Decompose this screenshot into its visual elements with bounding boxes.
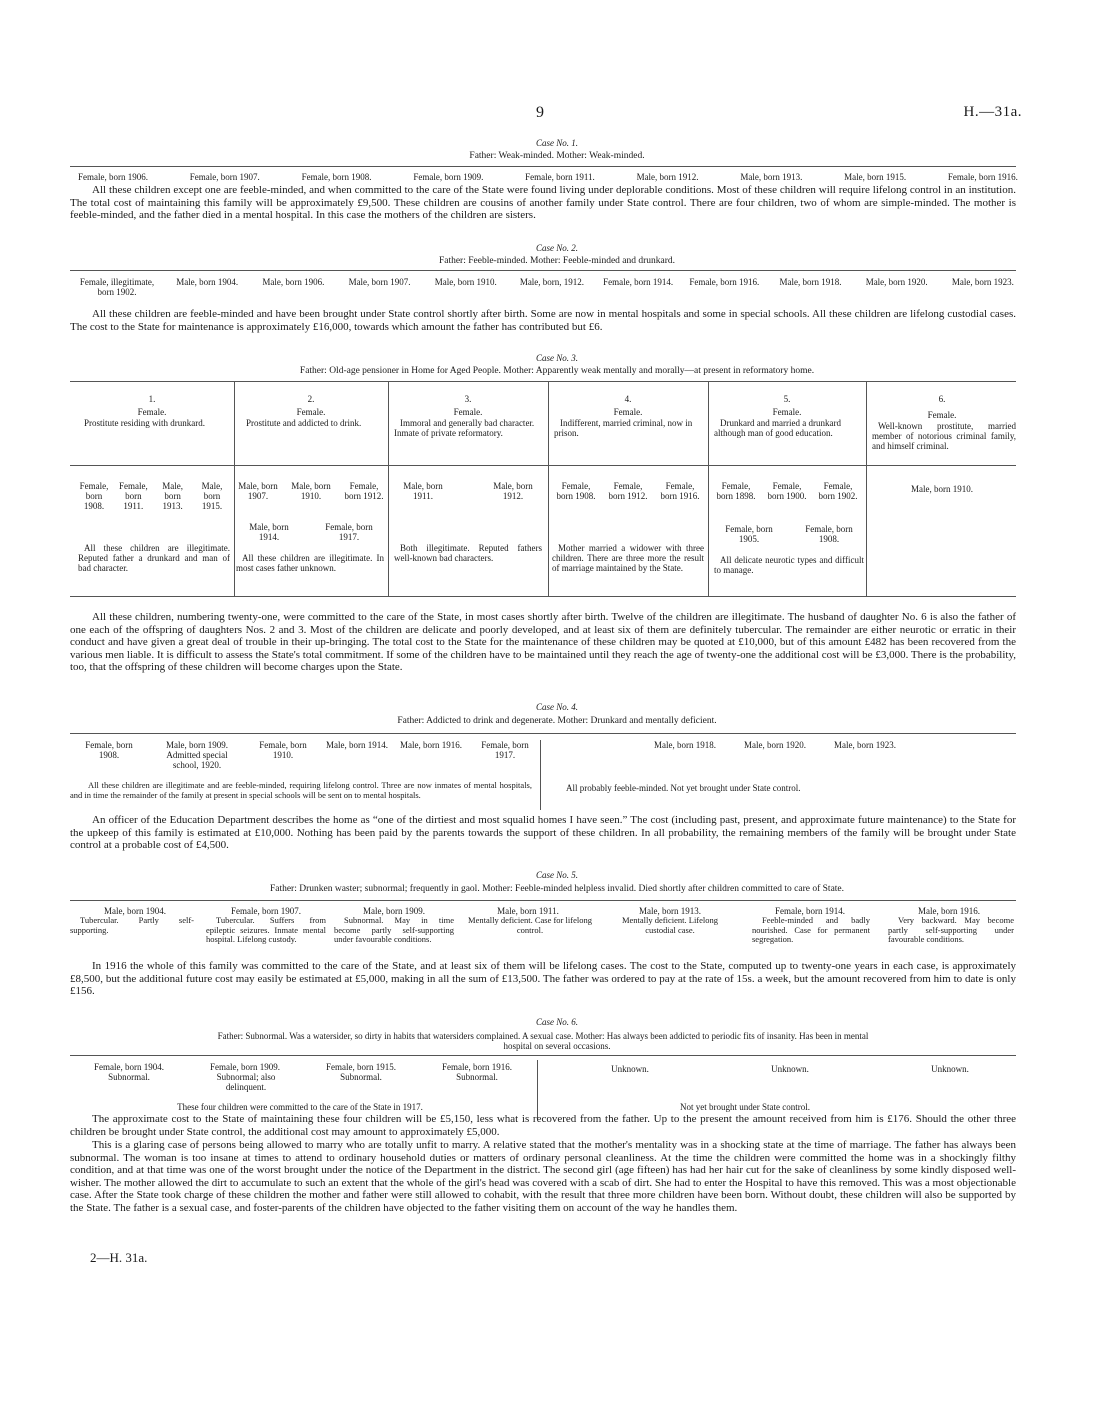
child: Female, born 1908. — [79, 481, 109, 511]
child: Female, born 1909. — [413, 172, 484, 182]
child: Male, born 1923. — [834, 740, 896, 750]
child: Male, born 1923. — [951, 277, 1014, 287]
case-5-child-1-head: Male, born 1904. — [104, 906, 166, 916]
case-5-child-1-desc: Tubercular. Partly self-supporting. — [70, 915, 194, 935]
case-4-note-right: All probably feeble-minded. Not yet brought under State control. — [566, 783, 801, 793]
case-5-child-5-head: Male, born 1913. — [639, 906, 701, 916]
child: Female, born 1898. — [716, 481, 756, 501]
child: Female, born 1910. — [259, 740, 307, 760]
case-3-col-6-number: 6. — [938, 394, 946, 404]
case-5-child-7-desc: Very backward. May become partly self-supporting under favourable conditions. — [888, 915, 1014, 944]
case-3-col-4-note: Mother married a widower with three children. There are three more the result of marriage maintained by the State. — [552, 543, 704, 573]
case-3-col-5-head: Female. — [772, 407, 802, 417]
child: Male, born 1915. — [201, 481, 223, 511]
case-3-col-6-desc: Well-known prostitute, married member of notorious criminal family, and himself criminal. — [872, 421, 1016, 451]
child: Female, born 1916. — [689, 277, 760, 287]
case-3-col-1-number: 1. — [148, 394, 156, 404]
child: Male, born 1918. — [654, 740, 716, 750]
child: Female, born 1900. — [767, 481, 807, 501]
case-3-col-3-head: Female. — [453, 407, 483, 417]
child: Female, born 1917. — [325, 522, 373, 542]
case-4-parents: Father: Addicted to drink and degenerate. Mother: Drunkard and mentally deficient. — [397, 716, 717, 726]
case-6-child-3-desc: Subnormal. — [340, 1072, 382, 1082]
case-6-child-2-head: Female, born 1909. — [210, 1062, 280, 1072]
case-6-child-4-head: Female, born 1916. — [442, 1062, 512, 1072]
child: Female, born 1911. — [118, 481, 148, 511]
child: Female, born 1912. — [608, 481, 648, 501]
child: Female, born 1916. — [947, 172, 1018, 182]
case-3-col-2-note: All these children are illegitimate. In most cases father unknown. — [236, 553, 384, 573]
case-3-col-2-number: 2. — [307, 394, 315, 404]
case-6-note-right: Not yet brought under State control. — [680, 1102, 810, 1112]
case-1-text: All these children except one are feeble-minded, and when committed to the care of the State were found living under deplorable conditions. Most of these children will require lifelong control in an institution. The total cost of maintaining this family will be approximately £9,500. These children are cousins of another family under State control. There are four children, two of whom are simple-minded. The mother is feeble-minded, and the father died in a mental hospital. In this case the mothers of the children are sisters. — [70, 184, 1016, 222]
child: Male, born 1910. — [434, 277, 497, 287]
child: Female, born 1906. — [78, 172, 148, 182]
case-3-col-3-desc: Immoral and generally bad character. Inmate of private reformatory. — [394, 418, 535, 438]
case-3-col-4-head: Female. — [613, 407, 643, 417]
child: Female, born 1914. — [603, 277, 674, 287]
child: Male, born 1911. — [403, 481, 443, 501]
child: Female, illegitimate, born 1902. — [79, 277, 155, 297]
child: Male, born 1912. — [636, 172, 699, 182]
sheet-signature: 2—H. 31a. — [90, 1250, 148, 1265]
case-6-parents-line1: Father: Subnormal. Was a watersider, so dirty in habits that watersiders complained. A sexual case. Mother: Has always been addicted to periodic fits of insanity. Has been in mental — [217, 1031, 869, 1041]
child: Female, born 1911. — [525, 172, 595, 182]
case-6-title: Case No. 6. — [535, 1017, 578, 1027]
case-3-col-4-desc: Indifferent, married criminal, now in prison. — [554, 418, 693, 438]
case-5-text: In 1916 the whole of this family was committed to the care of the State, and at least six of them will be lifelong cases. The cost to the State, computed up to twenty-one years in each case, is approximately £8,500, but the additional future cost may easily be estimated at £5,000, making in all the sum of £13,500. The father was ordered to pay at the rate of 15s. a week, but the amount recovered from him to date is only £156. — [70, 960, 1016, 998]
case-5-title: Case No. 5. — [535, 870, 578, 880]
child: Female, born 1917. — [481, 740, 529, 760]
child: Female, born 1908. — [556, 481, 596, 501]
child: Male, born 1913. — [740, 172, 803, 182]
case-6-text-1: The approximate cost to the State of maintaining these four children will be £5,150, less what is recovered from the father. Up to the present the amount received from him is £176. Should the other three children be brought under State control, the additional cost may amount to approximately £5,000. — [70, 1113, 1016, 1138]
child: Male, born 1907. — [238, 481, 278, 501]
case-3-col-1-desc: Prostitute residing with drunkard. — [84, 418, 205, 428]
child: Male, born 1907. — [348, 277, 411, 287]
case-4-title: Case No. 4. — [535, 702, 578, 712]
child: Female, born 1902. — [818, 481, 858, 501]
case-4-text: An officer of the Education Department describes the home as “one of the dirtiest and most squalid homes I have seen.” The cost (including past, present, and approximate future maintenance) to the State for the upkeep of this family is estimated at £10,000. Nothing has been paid by the parents towards the support of these children. In all probability, the remaining members of the family will be brought under State control at a probable cost of £4,500. — [70, 814, 1016, 852]
child: Female, born 1908. — [85, 740, 133, 760]
child: Unknown. — [611, 1064, 649, 1074]
case-6-child-3-head: Female, born 1915. — [326, 1062, 396, 1072]
child: Unknown. — [771, 1064, 809, 1074]
case-3-text: All these children, numbering twenty-one, were committed to the care of the State, in most cases shortly after birth. Twelve of the children are illegitimate. The husband of daughter No. 6 is also the father of one each of the offspring of daughters Nos. 2 and 3. Most of the children are delicate and poorly developed, and at least six of them are definitely tubercular. The remainder are either neurotic or erratic in their conduct and have given a great deal of trouble in their up-bringing. The total cost to the State for the maintenance of these children may be quoted at £10,000, but of this amount £482 has been recovered from the various men liable. It is difficult to assess the State's total commitment. If some of the children have to be maintained until they reach the age of twenty-one the additional cost will be £3,000. There is the probability, too, that the offspring of these children will become charges upon the State. — [70, 611, 1016, 674]
child: Male, born 1912. — [493, 481, 533, 501]
case-3-title: Case No. 3. — [535, 353, 578, 363]
case-3-col-2-desc: Prostitute and addicted to drink. — [246, 418, 362, 428]
child: Male, born 1910. — [911, 484, 973, 494]
case-2-title: Case No. 2. — [535, 243, 578, 253]
child: Unknown. — [931, 1064, 969, 1074]
child: Female, born 1905. — [725, 524, 773, 544]
child: Male, born 1916. — [400, 740, 462, 750]
child: Male, born 1914. — [249, 522, 289, 542]
case-5-child-6-desc: Feeble-minded and badly nourished. Case for permanent segregation. — [752, 915, 870, 944]
case-1-parents: Father: Weak-minded. Mother: Weak-minded. — [469, 151, 645, 161]
case-6-child-2-desc: Subnormal; also delinquent. — [216, 1072, 276, 1092]
case-2-parents: Father: Feeble-minded. Mother: Feeble-minded and drunkard. — [438, 256, 676, 266]
case-5-child-7-head: Male, born 1916. — [918, 906, 980, 916]
child: Male, born 1914. — [326, 740, 388, 750]
child: Male, born 1906. — [262, 277, 325, 287]
case-6-child-1-desc: Subnormal. — [108, 1072, 150, 1082]
case-5-child-3-desc: Subnormal. May in time become partly self-supporting under favourable conditions. — [334, 915, 454, 944]
report-reference: H.—31a. — [963, 104, 1022, 120]
case-3-col-5-note: All delicate neurotic types and difficult to manage. — [714, 555, 864, 575]
case-6-child-4-desc: Subnormal. — [456, 1072, 498, 1082]
case-3-col-5-number: 5. — [783, 394, 791, 404]
case-2-children — [78, 277, 1018, 297]
case-5-child-2-desc: Tubercular. Suffers from epileptic seizures. Inmate mental hospital. Lifelong custody. — [206, 915, 326, 944]
case-3-col-1-note: All these children are illegitimate. Reputed father a drunkard and man of bad character. — [78, 543, 230, 573]
case-3-col-6-head: Female. — [927, 410, 957, 420]
case-6-text-2: This is a glaring case of persons being allowed to marry who are totally unfit to marry. A relative stated that the mother's mentality was in a shocking state at the time of marriage. The father has always been subnormal. The woman is too insane at times to attend to ordinary household duties or matters of ordinary personal cleanliness. At the time the children were committed the home was in a shockingly filthy condition, and at that time was one of the worst brought under the notice of the Department in the district. The second girl (age fifteen) has had her hair cut for the sake of cleanliness by some kindly disposed well-wisher. The mother allowed the dirt to accumulate to such an extent that the whole of the girl's head was covered with a scab of dirt. She had to enter the Hospital to have this removed. This was a most objectionable case. After the State took charge of these children the mother and father were still allowed to cohabit, with the result that three more children have been born. Without doubt, these children will also be supported by the State. The father is a sexual case, and foster-parents of the children have objected to the father visiting them on account of the way he handles them. — [70, 1139, 1016, 1214]
child: Female, born 1916. — [660, 481, 700, 501]
case-5-child-4-head: Male, born 1911. — [497, 906, 559, 916]
case-6-note-left: These four children were committed to the care of the State in 1917. — [177, 1102, 423, 1112]
case-3-col-5-desc: Drunkard and married a drunkard although man of good education. — [714, 418, 841, 438]
case-3-col-2-head: Female. — [296, 407, 326, 417]
child: Female, born 1908. — [805, 524, 853, 544]
case-5-child-3-head: Male, born 1909. — [363, 906, 425, 916]
case-5-child-2-head: Female, born 1907. — [231, 906, 301, 916]
case-5-parents: Father: Drunken waster; subnormal; frequently in gaol. Mother: Feeble-minded helpless invalid. Died shortly after children committed to care of State. — [269, 884, 845, 894]
child: Male, born, 1912. — [519, 277, 585, 287]
case-4-note-left: All these children are illegitimate and are feeble-minded, requiring lifelong control. Three are now inmates of mental hospitals, and in time the remainder of the family at present in special schools will be sent on to mental hospitals. — [70, 780, 532, 800]
child: Male, born 1918. — [779, 277, 842, 287]
case-1-children — [78, 172, 1018, 182]
child: Male, born 1910. — [291, 481, 331, 501]
child: Male, born 1904. — [176, 277, 239, 287]
case-6-child-1-head: Female, born 1904. — [94, 1062, 164, 1072]
case-5-child-6-head: Female, born 1914. — [775, 906, 845, 916]
case-3-col-3-note: Both illegitimate. Reputed fathers well-known bad characters. — [394, 543, 542, 563]
case-5-child-4-desc: Mentally deficient. Case for lifelong control. — [468, 915, 592, 935]
child: Male, born 1913. — [162, 481, 184, 511]
case-6-parents-line2: hospital on several occasions. — [503, 1041, 611, 1051]
child: Female, born 1908. — [301, 172, 372, 182]
case-5-child-5-desc: Mentally deficient. Lifelong custodial case. — [621, 915, 719, 935]
case-1-title: Case No. 1. — [535, 138, 578, 148]
child: Female, born 1912. — [344, 481, 384, 501]
child: Male, born 1909. Admitted special school, 1920. — [166, 740, 228, 770]
child: Male, born 1920. — [865, 277, 928, 287]
page-number: 9 — [536, 104, 544, 121]
case-2-text: All these children are feeble-minded and have been brought under State control shortly after birth. Some are now in mental hospitals and some in special schools. All these children are lifelong custodial cases. The cost to the State for maintenance is approximately £16,000, towards which amount the father has contributed but £6. — [70, 308, 1016, 333]
child: Male, born 1915. — [844, 172, 907, 182]
child: Female, born 1907. — [189, 172, 260, 182]
case-3-col-3-number: 3. — [464, 394, 472, 404]
case-3-col-1-head: Female. — [137, 407, 167, 417]
case-3-parents: Father: Old-age pensioner in Home for Aged People. Mother: Apparently weak mentally and morally—at present in reformatory home. — [299, 366, 815, 376]
case-3-col-4-number: 4. — [624, 394, 632, 404]
child: Male, born 1920. — [744, 740, 806, 750]
